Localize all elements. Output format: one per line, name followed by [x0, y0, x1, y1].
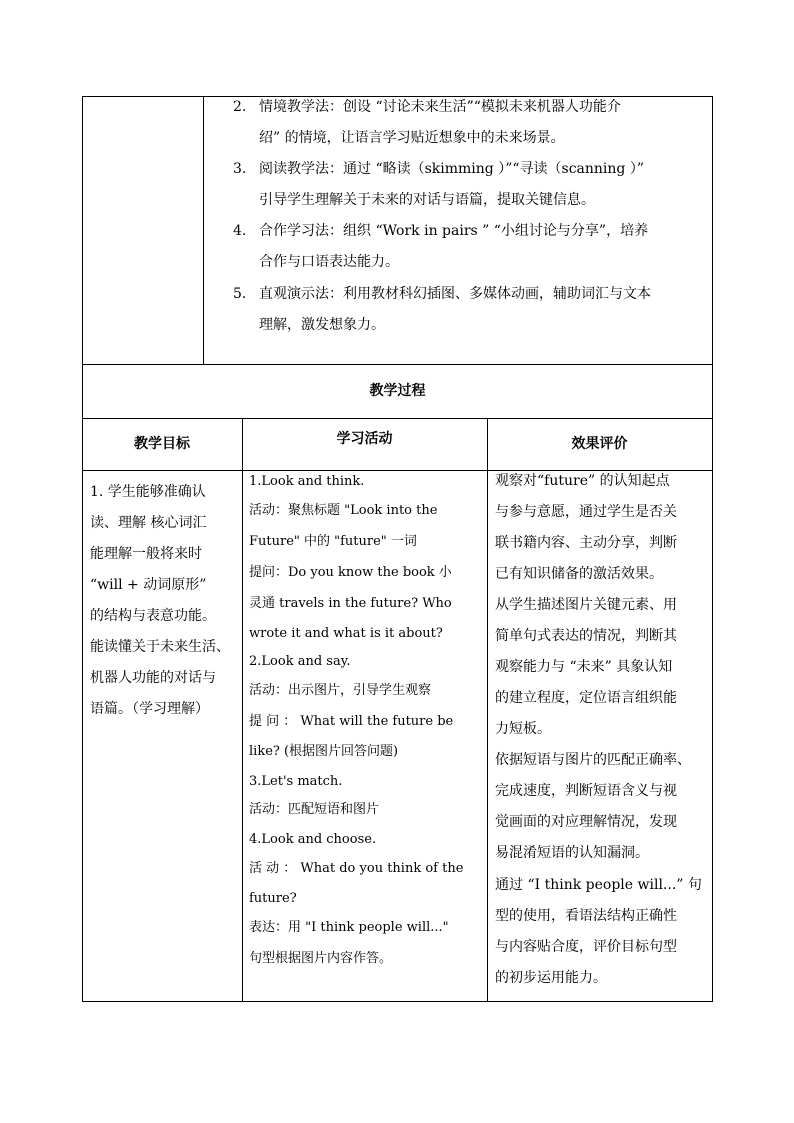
activity-line: 活动：出示图片，引导学生观察 — [249, 683, 432, 698]
eval-line: 觉画面的对应理解情况，发现 — [495, 814, 677, 830]
eval-line: 观察能力与 “未来” 具象认知 — [495, 659, 673, 675]
activity-line: 4.Look and choose. — [249, 832, 377, 847]
method-text-line: 绍” 的情境，让语言学习贴近想象中的未来场景。 — [259, 130, 565, 146]
eval-line: 力短板。 — [495, 721, 551, 737]
eval-line: 型的使用，看语法结构正确性 — [495, 908, 677, 924]
header-activity: 学习活动 — [336, 431, 393, 447]
goal-line: 能理解一般将来时 — [90, 546, 202, 562]
eval-line: 的建立程度，定位语言组织能 — [495, 690, 677, 706]
activity-line: future? — [249, 891, 297, 906]
activity-line: 活 动 ： What do you think of the — [249, 861, 464, 876]
eval-line: 与参与意愿，通过学生是否关 — [495, 504, 677, 520]
activity-line: Future" 中的 "future" 一词 — [249, 534, 417, 549]
eval-line: 简单句式表达的情况，判断其 — [495, 628, 677, 644]
goal-line: “will + 动词原形” — [90, 577, 207, 593]
activity-line: 1.Look and think. — [249, 474, 365, 489]
eval-line: 完成速度，判断短语含义与视 — [495, 783, 677, 799]
method-text-line: 理解，激发想象力。 — [259, 317, 385, 333]
goal-line: 机器人功能的对话与 — [90, 670, 216, 686]
method-number: 3. — [233, 161, 247, 177]
method-text-line: 直观演示法：利用教材科幻插图、多媒体动画，辅助词汇与文本 — [259, 286, 651, 302]
eval-line: 从学生描述图片关键元素、用 — [495, 597, 677, 613]
activity-line: 2.Look and say. — [249, 654, 351, 669]
eval-line: 易混淆短语的认知漏洞。 — [495, 845, 649, 861]
eval-line: 与内容贴合度，评价目标句型 — [495, 939, 677, 955]
goal-line: 1. 学生能够准确认 — [90, 484, 206, 500]
method-text-line: 合作学习法：组织 “Work in pairs ” “小组讨论与分享”，培养 — [259, 223, 649, 239]
method-text-line: 情境教学法：创设 “讨论未来生活”“模拟未来机器人功能介 — [259, 99, 621, 115]
eval-line: 依据短语与图片的匹配正确率、 — [495, 752, 691, 768]
activity-line: 提 问 ： What will the future be — [249, 714, 454, 729]
activity-line: 表达：用 "I think people will..." — [249, 920, 449, 935]
activity-line: like? (根据图片回答问题) — [249, 744, 399, 759]
method-number: 5. — [233, 286, 247, 302]
eval-line: 联书籍内容、主动分享，判断 — [495, 535, 677, 551]
method-text-line: 阅读教学法：通过 “略读（skimming ）”“寻读（scanning ）” — [259, 161, 644, 177]
header-goal: 教学目标 — [134, 436, 190, 452]
activity-line: 3.Let's match. — [249, 774, 343, 789]
goal-line: 语篇。（学习理解） — [90, 701, 209, 717]
method-text-line: 合作与口语表达能力。 — [259, 254, 399, 270]
activity-line: 句型根据图片内容作答。 — [249, 951, 393, 966]
activity-line: wrote it and what is it about? — [249, 626, 443, 641]
eval-line: 已有知识储备的激活效果。 — [495, 566, 663, 582]
method-text-line: 引导学生理解关于未来的对话与语篇，提取关键信息。 — [259, 192, 595, 208]
eval-line: 通过 “I think people will...” 句 — [495, 877, 702, 893]
method-number: 4. — [233, 223, 247, 239]
activity-line: 提问：Do you know the book 小 — [249, 565, 452, 580]
eval-line: 的初步运用能力。 — [495, 970, 607, 986]
goal-line: 的结构与表意功能。 — [90, 608, 216, 624]
activity-line: 活动：聚焦标题 "Look into the — [249, 503, 438, 518]
goal-line: 读、理解 核心词汇 — [90, 515, 207, 531]
process-title: 教学过程 — [369, 383, 426, 399]
activity-line: 灵通 travels in the future? Who — [249, 596, 452, 611]
header-eval: 效果评价 — [571, 436, 628, 452]
goal-line: 能读懂关于未来生活、 — [90, 639, 230, 655]
method-number: 2. — [233, 99, 247, 115]
eval-line: 观察对“future” 的认知起点 — [495, 473, 670, 489]
activity-line: 活动：匹配短语和图片 — [249, 802, 380, 817]
